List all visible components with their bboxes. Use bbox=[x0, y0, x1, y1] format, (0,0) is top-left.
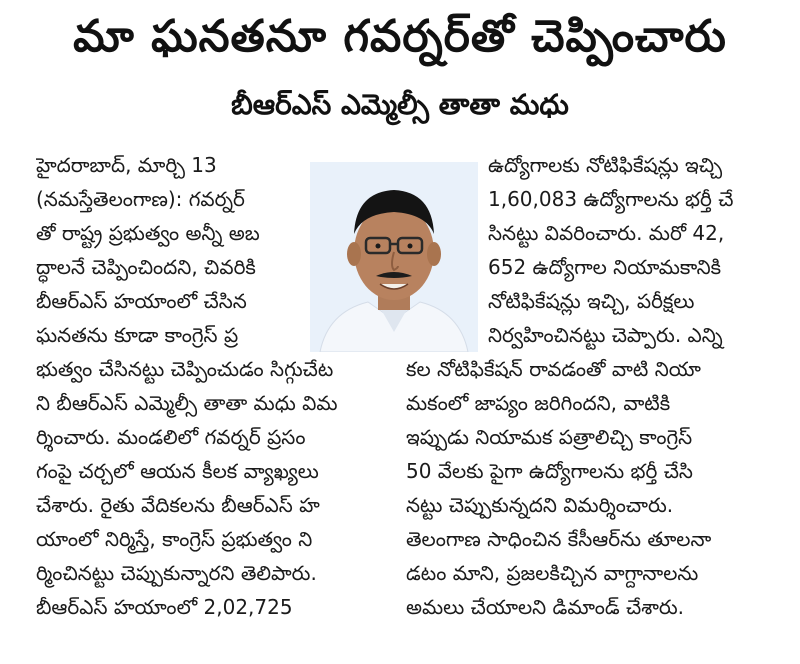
body-line: బీఆర్‌ఎస్‌ హయాంలో 2,02,725 bbox=[36, 595, 293, 619]
body-line: అమలు చేయాలని డిమాండ్‌ చేశారు. bbox=[406, 595, 684, 619]
body-line: నిర్వహించినట్టు చెప్పారు. ఎన్ని bbox=[488, 323, 723, 347]
headline: మా ఘనతనూ గవర్నర్‌తో చెప్పించారు bbox=[73, 11, 727, 62]
body-line: బీఆర్‌ఎస్‌ హయాంలో చేసిన bbox=[36, 289, 247, 313]
body-line: ఇప్పుడు నియామక పత్రాలిచ్చి కాంగ్రెస్‌ bbox=[406, 425, 693, 449]
body-line: గంపై చర్చలో ఆయన కీలక వ్యాఖ్యలు bbox=[36, 459, 319, 483]
body-line: నట్టు చెప్పుకున్నదని విమర్శించారు. bbox=[406, 493, 674, 517]
body-line: ఉద్యోగాలకు నోటిఫికేషన్లు ఇచ్చి bbox=[488, 153, 723, 177]
body-line: (నమస్తేతెలంగాణ): గవర్నర్‌ bbox=[36, 187, 245, 211]
body-line: ద్ధాలనే చెప్పించిందని, చివరికి bbox=[36, 255, 256, 279]
body-line: ర్శించారు. మండలిలో గవర్నర్‌ ప్రసం bbox=[36, 425, 306, 449]
body-line: కల నోటిఫికేషన్‌ రావడంతో వాటి నియా bbox=[406, 357, 701, 381]
body-line: యాంలో నిర్మిస్తే, కాంగ్రెస్‌ ప్రభుత్వం ని bbox=[36, 527, 313, 551]
body-line: ని బీఆర్‌ఎస్‌ ఎమ్మెల్సీ తాతా మధు విమ bbox=[36, 391, 338, 415]
body-line: భుత్వం చేసినట్టు చెప్పించుడం సిగ్గుచేట bbox=[36, 357, 334, 381]
body-line: 1,60,083 ఉద్యోగాలను భర్తీ చే bbox=[488, 187, 734, 211]
portrait-photo bbox=[310, 162, 478, 352]
body-line: నోటిఫికేషన్లు ఇచ్చి, పరీక్షలు bbox=[488, 289, 695, 313]
body-line: 50 వేలకు పైగా ఉద్యోగాలను భర్తీ చేసి bbox=[406, 459, 693, 483]
body-line: ర్మించినట్టు చెప్పుకున్నారని తెలిపారు. bbox=[36, 561, 317, 585]
body-line: సినట్టు వివరించారు. మరో 42, bbox=[488, 221, 725, 245]
body-line: చేశారు. రైతు వేదికలను బీఆర్‌ఎస్‌ హ bbox=[36, 493, 320, 517]
body-line: 652 ఉద్యోగాల నియామకానికి bbox=[488, 255, 722, 279]
subheadline: బీఆర్‌ఎస్‌ ఎమ్మెల్సీ తాతా మధు bbox=[231, 88, 569, 121]
body-line: తెలంగాణ సాధించిన కేసీఆర్‌ను తూలనా bbox=[406, 527, 712, 551]
body-line: డటం మాని, ప్రజలకిచ్చిన వాగ్దానాలను bbox=[406, 561, 699, 585]
body-line: మకంలో జాప్యం జరిగిందని, వాటికి bbox=[406, 391, 671, 415]
body-line: ఘనతను కూడా కాంగ్రెస్‌ ప్ర bbox=[36, 323, 239, 347]
body-line: తో రాష్ట్ర ప్రభుత్వం అన్నీ అబ bbox=[36, 221, 260, 245]
body-line: హైదరాబాద్‌, మార్చి 13 bbox=[36, 153, 217, 177]
